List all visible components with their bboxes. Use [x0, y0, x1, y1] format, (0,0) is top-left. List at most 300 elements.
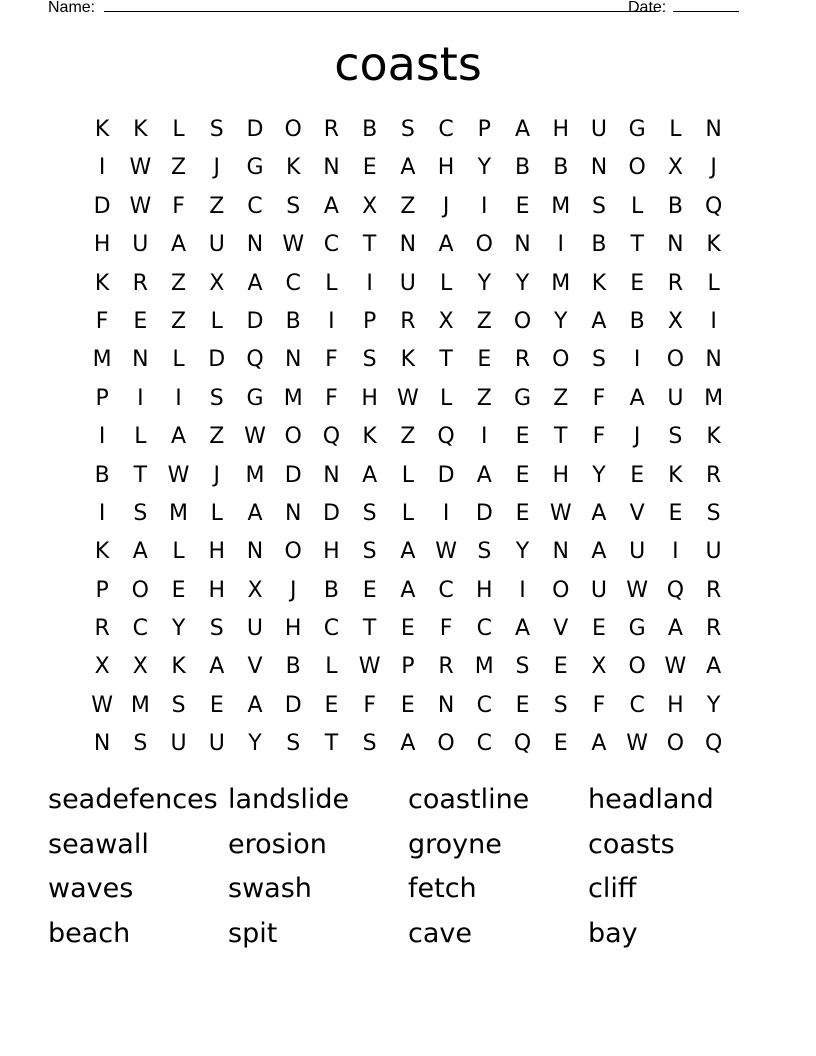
grid-letter[interactable]: J	[213, 155, 221, 181]
grid-letter[interactable]: W	[167, 462, 190, 488]
grid-letter[interactable]: M	[283, 385, 303, 411]
grid-letter[interactable]: S	[286, 193, 301, 219]
grid-letter[interactable]: L	[134, 424, 147, 450]
grid-letter[interactable]: K	[94, 117, 110, 142]
grid-letter[interactable]: K	[668, 462, 683, 488]
grid-letter[interactable]: A	[591, 308, 607, 334]
grid-letter[interactable]: Q	[322, 424, 341, 450]
grid-letter[interactable]: N	[667, 232, 684, 258]
grid-letter[interactable]: O	[666, 347, 685, 373]
grid-letter[interactable]: N	[246, 232, 264, 258]
grid-letter[interactable]: A	[667, 616, 683, 642]
grid-letter[interactable]: C	[476, 731, 492, 757]
grid-letter[interactable]: F	[592, 385, 606, 411]
grid-letter[interactable]: N	[323, 462, 340, 488]
grid-letter[interactable]: D	[475, 500, 493, 526]
grid-letter[interactable]: N	[437, 692, 455, 718]
grid-letter[interactable]: E	[362, 155, 377, 181]
grid-letter[interactable]: S	[171, 692, 186, 718]
grid-letter[interactable]: H	[284, 616, 302, 642]
grid-letter[interactable]: S	[133, 731, 148, 757]
grid-letter[interactable]: Y	[706, 692, 721, 718]
grid-row	[83, 265, 733, 303]
grid-letter[interactable]: R	[323, 117, 340, 142]
grid-letter[interactable]: Z	[400, 193, 416, 219]
grid-letter[interactable]: F	[95, 308, 109, 334]
grid-letter[interactable]: M	[92, 347, 112, 373]
grid-letter[interactable]: E	[171, 577, 186, 603]
grid-letter[interactable]: B	[362, 117, 378, 142]
grid-letter[interactable]: J	[442, 193, 450, 219]
grid-letter[interactable]: Q	[704, 731, 723, 757]
grid-letter[interactable]: R	[705, 462, 722, 488]
grid-letter[interactable]: D	[246, 117, 264, 142]
word-list-item: landslide	[228, 784, 350, 815]
grid-letter[interactable]: Z	[171, 155, 187, 181]
grid-letter[interactable]: O	[131, 577, 149, 603]
grid-letter[interactable]: B	[514, 155, 531, 181]
grid-letter[interactable]: R	[514, 347, 531, 373]
grid-letter[interactable]: S	[591, 193, 606, 219]
grid-letter[interactable]: Y	[515, 539, 530, 565]
grid-letter[interactable]: A	[629, 385, 645, 411]
grid-letter[interactable]: N	[246, 539, 264, 565]
grid-letter[interactable]: C	[132, 616, 149, 642]
grid-letter[interactable]: G	[628, 616, 646, 642]
grid-letter[interactable]: I	[98, 424, 106, 450]
grid-letter[interactable]: I	[633, 347, 641, 373]
grid-letter[interactable]: E	[515, 462, 530, 488]
grid-letter[interactable]: F	[172, 193, 185, 219]
grid-letter[interactable]: F	[439, 616, 453, 642]
grid-letter[interactable]: N	[284, 347, 302, 373]
grid-letter[interactable]: A	[247, 500, 263, 526]
grid-letter[interactable]: L	[210, 500, 223, 526]
grid-letter[interactable]: N	[552, 539, 569, 565]
grid-letter[interactable]: I	[557, 232, 564, 258]
grid-letter[interactable]: Z	[553, 385, 569, 411]
grid-letter[interactable]: S	[668, 424, 683, 450]
grid-letter[interactable]: Z	[209, 193, 225, 219]
grid-letter[interactable]: I	[710, 308, 717, 334]
grid-letter[interactable]: H	[437, 155, 455, 181]
grid-letter[interactable]: X	[438, 308, 454, 334]
grid-letter[interactable]: O	[437, 731, 455, 757]
grid-letter[interactable]: W	[396, 385, 419, 411]
word-list-item: bay	[588, 917, 638, 949]
grid-letter[interactable]: C	[476, 692, 492, 718]
grid-letter[interactable]: L	[172, 539, 185, 565]
grid-letter[interactable]: A	[400, 731, 416, 757]
grid-letter[interactable]: A	[171, 232, 187, 258]
grid-letter[interactable]: D	[246, 308, 264, 334]
grid-letter[interactable]: Q	[666, 577, 685, 603]
grid-letter[interactable]: V	[629, 500, 645, 526]
grid-letter[interactable]: Y	[171, 616, 186, 642]
grid-letter[interactable]: V	[553, 616, 569, 642]
grid-letter[interactable]: H	[93, 232, 111, 258]
grid-letter[interactable]: L	[669, 117, 682, 142]
grid-letter[interactable]: Z	[476, 308, 492, 334]
grid-letter[interactable]: R	[400, 308, 416, 334]
grid-letter[interactable]: U	[208, 731, 225, 757]
grid-letter[interactable]: A	[400, 155, 416, 181]
grid-letter[interactable]: C	[438, 117, 454, 142]
grid-letter[interactable]: S	[553, 692, 568, 718]
grid-letter[interactable]: S	[362, 539, 377, 565]
grid-letter[interactable]: D	[322, 500, 340, 526]
grid-letter[interactable]: L	[325, 654, 338, 680]
grid-letter[interactable]: K	[94, 539, 110, 565]
grid-letter[interactable]: A	[247, 270, 263, 296]
grid-letter[interactable]: A	[323, 193, 339, 219]
grid-letter[interactable]: Q	[246, 347, 264, 373]
grid-letter[interactable]: G	[628, 117, 646, 142]
grid-letter[interactable]: W	[549, 500, 572, 526]
grid-letter[interactable]: Z	[171, 308, 187, 334]
grid-letter[interactable]: H	[323, 539, 340, 565]
grid-letter[interactable]: M	[551, 193, 571, 219]
grid-letter[interactable]: O	[284, 539, 302, 565]
name-blank-line[interactable]	[104, 11, 656, 12]
grid-letter[interactable]: A	[247, 692, 263, 718]
grid-letter[interactable]: S	[286, 731, 301, 757]
grid-letter[interactable]: E	[515, 500, 530, 526]
grid-letter[interactable]: Q	[437, 424, 455, 450]
grid-letter[interactable]: N	[284, 500, 302, 526]
grid-letter[interactable]: J	[289, 577, 297, 603]
grid-letter[interactable]: T	[133, 462, 148, 488]
grid-letter[interactable]: E	[553, 654, 568, 680]
grid-letter[interactable]: U	[246, 616, 264, 642]
grid-letter[interactable]: M	[245, 462, 265, 488]
grid-letter[interactable]: B	[591, 232, 607, 258]
grid-letter[interactable]: X	[94, 654, 110, 680]
grid-letter[interactable]: E	[553, 731, 568, 757]
grid-letter[interactable]: S	[591, 347, 606, 373]
grid-letter[interactable]: O	[628, 155, 646, 181]
grid-letter[interactable]: F	[363, 692, 376, 718]
grid-letter[interactable]: S	[209, 385, 224, 411]
grid-letter[interactable]: X	[132, 654, 148, 680]
grid-letter[interactable]: D	[284, 692, 302, 718]
grid-letter[interactable]: U	[629, 539, 646, 565]
word-list-item: fetch	[408, 873, 477, 904]
grid-letter[interactable]: O	[628, 654, 646, 680]
grid-letter[interactable]: Y	[248, 731, 262, 757]
date-blank-line[interactable]	[673, 11, 739, 12]
grid-letter[interactable]: B	[285, 654, 301, 680]
grid-letter[interactable]: L	[401, 462, 414, 488]
grid-letter[interactable]: A	[438, 232, 454, 258]
grid-letter[interactable]: X	[209, 270, 225, 296]
grid-letter[interactable]: Z	[171, 270, 187, 296]
grid-letter[interactable]: C	[629, 692, 645, 718]
grid-letter[interactable]: B	[94, 462, 110, 488]
grid-letter[interactable]: A	[209, 654, 225, 680]
grid-letter[interactable]: K	[706, 424, 721, 450]
grid-letter[interactable]: Z	[209, 424, 225, 450]
grid-letter[interactable]: B	[629, 308, 645, 334]
grid-letter[interactable]: X	[247, 577, 263, 603]
grid-letter[interactable]: G	[513, 385, 532, 411]
grid-letter[interactable]: L	[439, 385, 453, 411]
grid-letter[interactable]: W	[282, 232, 305, 258]
grid-letter[interactable]: W	[358, 654, 381, 680]
grid-letter[interactable]: I	[328, 308, 335, 334]
grid-letter[interactable]: F	[592, 692, 606, 718]
grid-letter[interactable]: L	[631, 193, 644, 219]
grid-letter[interactable]: L	[210, 308, 223, 334]
grid-letter[interactable]: S	[706, 500, 721, 526]
grid-letter[interactable]: N	[93, 731, 111, 757]
grid-letter[interactable]: E	[630, 462, 645, 488]
grid-letter[interactable]: I	[672, 539, 679, 565]
grid-letter[interactable]: B	[285, 308, 301, 334]
grid-row	[83, 572, 733, 610]
grid-letter[interactable]: I	[175, 385, 182, 411]
grid-letter[interactable]: W	[626, 731, 649, 757]
grid-letter[interactable]: S	[477, 539, 492, 565]
letter-grid	[83, 111, 733, 764]
grid-letter[interactable]: L	[172, 347, 185, 373]
grid-letter[interactable]: Q	[513, 731, 532, 757]
grid-letter[interactable]: W	[664, 654, 687, 680]
grid-letter[interactable]: A	[591, 731, 607, 757]
grid-letter[interactable]: S	[362, 731, 377, 757]
grid-letter[interactable]: W	[244, 424, 266, 450]
grid-letter[interactable]: A	[171, 424, 187, 450]
grid-letter[interactable]: M	[551, 270, 571, 296]
grid-letter[interactable]: A	[514, 616, 531, 642]
grid-letter[interactable]: I	[98, 155, 106, 181]
grid-letter[interactable]: E	[400, 616, 415, 642]
grid-letter[interactable]: W	[129, 155, 152, 181]
grid-letter[interactable]: X	[667, 308, 683, 334]
grid-letter[interactable]: U	[590, 577, 607, 603]
grid-letter[interactable]: S	[362, 347, 377, 373]
grid-letter[interactable]: E	[477, 347, 492, 373]
grid-letter[interactable]: T	[362, 232, 377, 258]
grid-letter[interactable]: A	[476, 462, 492, 488]
grid-letter[interactable]: A	[400, 577, 416, 603]
grid-letter[interactable]: T	[554, 424, 568, 450]
grid-letter[interactable]: K	[171, 654, 186, 680]
grid-letter[interactable]: Y	[477, 155, 492, 181]
grid-letter[interactable]: O	[666, 731, 685, 757]
grid-letter[interactable]: K	[285, 155, 301, 181]
grid-letter[interactable]: B	[323, 577, 339, 603]
grid-letter[interactable]: E	[209, 692, 224, 718]
grid-letter[interactable]: E	[324, 692, 339, 718]
grid-letter[interactable]: R	[705, 616, 722, 642]
grid-letter[interactable]: L	[707, 270, 720, 296]
grid-letter[interactable]: A	[706, 654, 722, 680]
grid-letter[interactable]: K	[591, 270, 607, 296]
grid-letter[interactable]: N	[514, 232, 531, 258]
grid-letter[interactable]: T	[630, 232, 644, 258]
word-list-item: erosion	[228, 828, 327, 860]
grid-row	[83, 610, 733, 648]
grid-letter[interactable]: S	[209, 117, 224, 142]
grid-letter[interactable]: R	[705, 577, 722, 603]
grid-letter[interactable]: K	[133, 117, 148, 142]
grid-letter[interactable]: P	[95, 385, 109, 411]
grid-letter[interactable]: S	[515, 654, 530, 680]
grid-letter[interactable]: G	[246, 155, 264, 181]
grid-letter[interactable]: C	[476, 616, 492, 642]
grid-letter[interactable]: Y	[592, 462, 606, 488]
grid-letter[interactable]: N	[590, 155, 608, 181]
grid-letter[interactable]: O	[475, 232, 493, 258]
grid-letter[interactable]: P	[363, 308, 377, 334]
grid-letter[interactable]: S	[362, 500, 377, 526]
grid-letter[interactable]: R	[667, 270, 684, 296]
grid-letter[interactable]: J	[710, 155, 717, 181]
grid-letter[interactable]: E	[133, 308, 148, 334]
grid-letter[interactable]: P	[477, 117, 491, 142]
grid-letter[interactable]: A	[591, 539, 607, 565]
grid-letter[interactable]: U	[705, 539, 722, 565]
grid-letter[interactable]: D	[284, 462, 302, 488]
grid-letter[interactable]: E	[362, 577, 377, 603]
grid-letter[interactable]: U	[590, 117, 607, 142]
grid-letter[interactable]: Z	[476, 385, 492, 411]
grid-letter[interactable]: M	[130, 692, 150, 718]
grid-letter[interactable]: V	[247, 654, 263, 680]
grid-letter[interactable]: W	[129, 193, 152, 219]
grid-letter[interactable]: H	[667, 692, 684, 718]
grid-letter[interactable]: T	[439, 347, 453, 373]
grid-letter[interactable]: S	[209, 616, 224, 642]
grid-letter[interactable]: J	[633, 424, 641, 450]
grid-letter[interactable]: M	[474, 654, 494, 680]
grid-letter[interactable]: W	[435, 539, 457, 565]
grid-row	[83, 303, 733, 341]
grid-letter[interactable]: I	[98, 500, 106, 526]
grid-letter[interactable]: A	[132, 539, 148, 565]
grid-letter[interactable]: E	[400, 692, 415, 718]
grid-letter[interactable]: K	[706, 232, 721, 258]
grid-letter[interactable]: U	[399, 270, 416, 296]
grid-letter[interactable]: G	[246, 385, 264, 411]
grid-letter[interactable]: F	[592, 424, 606, 450]
grid-letter[interactable]: A	[514, 117, 531, 142]
grid-letter[interactable]: I	[137, 385, 144, 411]
grid-letter[interactable]: H	[552, 117, 569, 142]
grid-letter[interactable]: H	[552, 462, 569, 488]
grid-letter[interactable]: H	[361, 385, 378, 411]
grid-letter[interactable]: W	[91, 692, 113, 718]
grid-letter[interactable]: N	[705, 347, 722, 373]
grid-letter[interactable]: S	[133, 500, 148, 526]
grid-letter[interactable]: I	[481, 424, 488, 450]
grid-letter[interactable]: Q	[704, 193, 723, 219]
grid-letter[interactable]: N	[399, 232, 417, 258]
grid-letter[interactable]: T	[324, 731, 339, 757]
grid-letter[interactable]: E	[515, 692, 530, 718]
grid-letter[interactable]: O	[552, 347, 570, 373]
grid-letter[interactable]: E	[515, 193, 530, 219]
grid-letter[interactable]: Y	[477, 270, 492, 296]
grid-letter[interactable]: J	[213, 462, 221, 488]
grid-letter[interactable]: D	[208, 347, 226, 373]
grid-letter[interactable]: U	[208, 232, 225, 258]
grid-letter[interactable]: R	[94, 616, 110, 642]
grid-letter[interactable]: R	[132, 270, 148, 296]
grid-letter[interactable]: I	[442, 500, 450, 526]
grid-letter[interactable]: O	[513, 308, 532, 334]
grid-letter[interactable]: Y	[515, 270, 530, 296]
grid-letter[interactable]: C	[438, 577, 454, 603]
grid-letter[interactable]: K	[94, 270, 110, 296]
grid-letter[interactable]: F	[325, 347, 338, 373]
grid-letter[interactable]: E	[515, 424, 530, 450]
grid-letter[interactable]: I	[519, 577, 526, 603]
grid-letter[interactable]: X	[591, 654, 607, 680]
grid-letter[interactable]: M	[704, 385, 724, 411]
grid-letter[interactable]: B	[667, 193, 683, 219]
grid-letter[interactable]: X	[667, 155, 683, 181]
grid-letter[interactable]: L	[439, 270, 453, 296]
grid-letter[interactable]: I	[481, 193, 488, 219]
grid-letter[interactable]: L	[401, 500, 414, 526]
grid-letter[interactable]: I	[366, 270, 373, 296]
grid-letter[interactable]: E	[592, 616, 606, 642]
grid-letter[interactable]: K	[362, 424, 377, 450]
grid-letter[interactable]: H	[208, 577, 226, 603]
grid-letter[interactable]: H	[476, 577, 493, 603]
grid-letter[interactable]: Z	[400, 424, 416, 450]
grid-letter[interactable]: R	[438, 654, 454, 680]
grid-letter[interactable]: A	[362, 462, 378, 488]
grid-letter[interactable]: Y	[554, 308, 568, 334]
grid-letter[interactable]: S	[400, 117, 415, 142]
grid-letter[interactable]: N	[132, 347, 149, 373]
grid-letter[interactable]: T	[362, 616, 377, 642]
grid-letter[interactable]: O	[284, 117, 302, 142]
grid-letter[interactable]: P	[95, 577, 109, 603]
grid-letter[interactable]: U	[170, 731, 187, 757]
grid-letter[interactable]: H	[208, 539, 226, 565]
grid-letter[interactable]: O	[284, 424, 302, 450]
grid-letter[interactable]: C	[323, 616, 340, 642]
grid-letter[interactable]: U	[132, 232, 149, 258]
grid-letter[interactable]: L	[172, 117, 185, 142]
grid-letter[interactable]: X	[362, 193, 378, 219]
grid-letter[interactable]: C	[323, 232, 340, 258]
grid-letter[interactable]: E	[630, 270, 645, 296]
grid-letter[interactable]: D	[93, 193, 111, 219]
grid-letter[interactable]: M	[169, 500, 189, 526]
grid-letter[interactable]: N	[323, 155, 340, 181]
grid-letter[interactable]: A	[400, 539, 416, 565]
grid-letter[interactable]: D	[437, 462, 455, 488]
grid-letter[interactable]: C	[247, 193, 263, 219]
grid-letter[interactable]: L	[325, 270, 338, 296]
grid-letter[interactable]: W	[626, 577, 649, 603]
grid-letter[interactable]: N	[705, 117, 722, 142]
grid-letter[interactable]: K	[400, 347, 416, 373]
grid-letter[interactable]: B	[553, 155, 569, 181]
grid-letter[interactable]: F	[325, 385, 338, 411]
grid-letter[interactable]: O	[552, 577, 570, 603]
grid-letter[interactable]: E	[668, 500, 683, 526]
grid-letter[interactable]: U	[667, 385, 684, 411]
grid-letter[interactable]: A	[591, 500, 607, 526]
grid-letter[interactable]: C	[285, 270, 301, 296]
grid-letter[interactable]: P	[401, 654, 415, 680]
